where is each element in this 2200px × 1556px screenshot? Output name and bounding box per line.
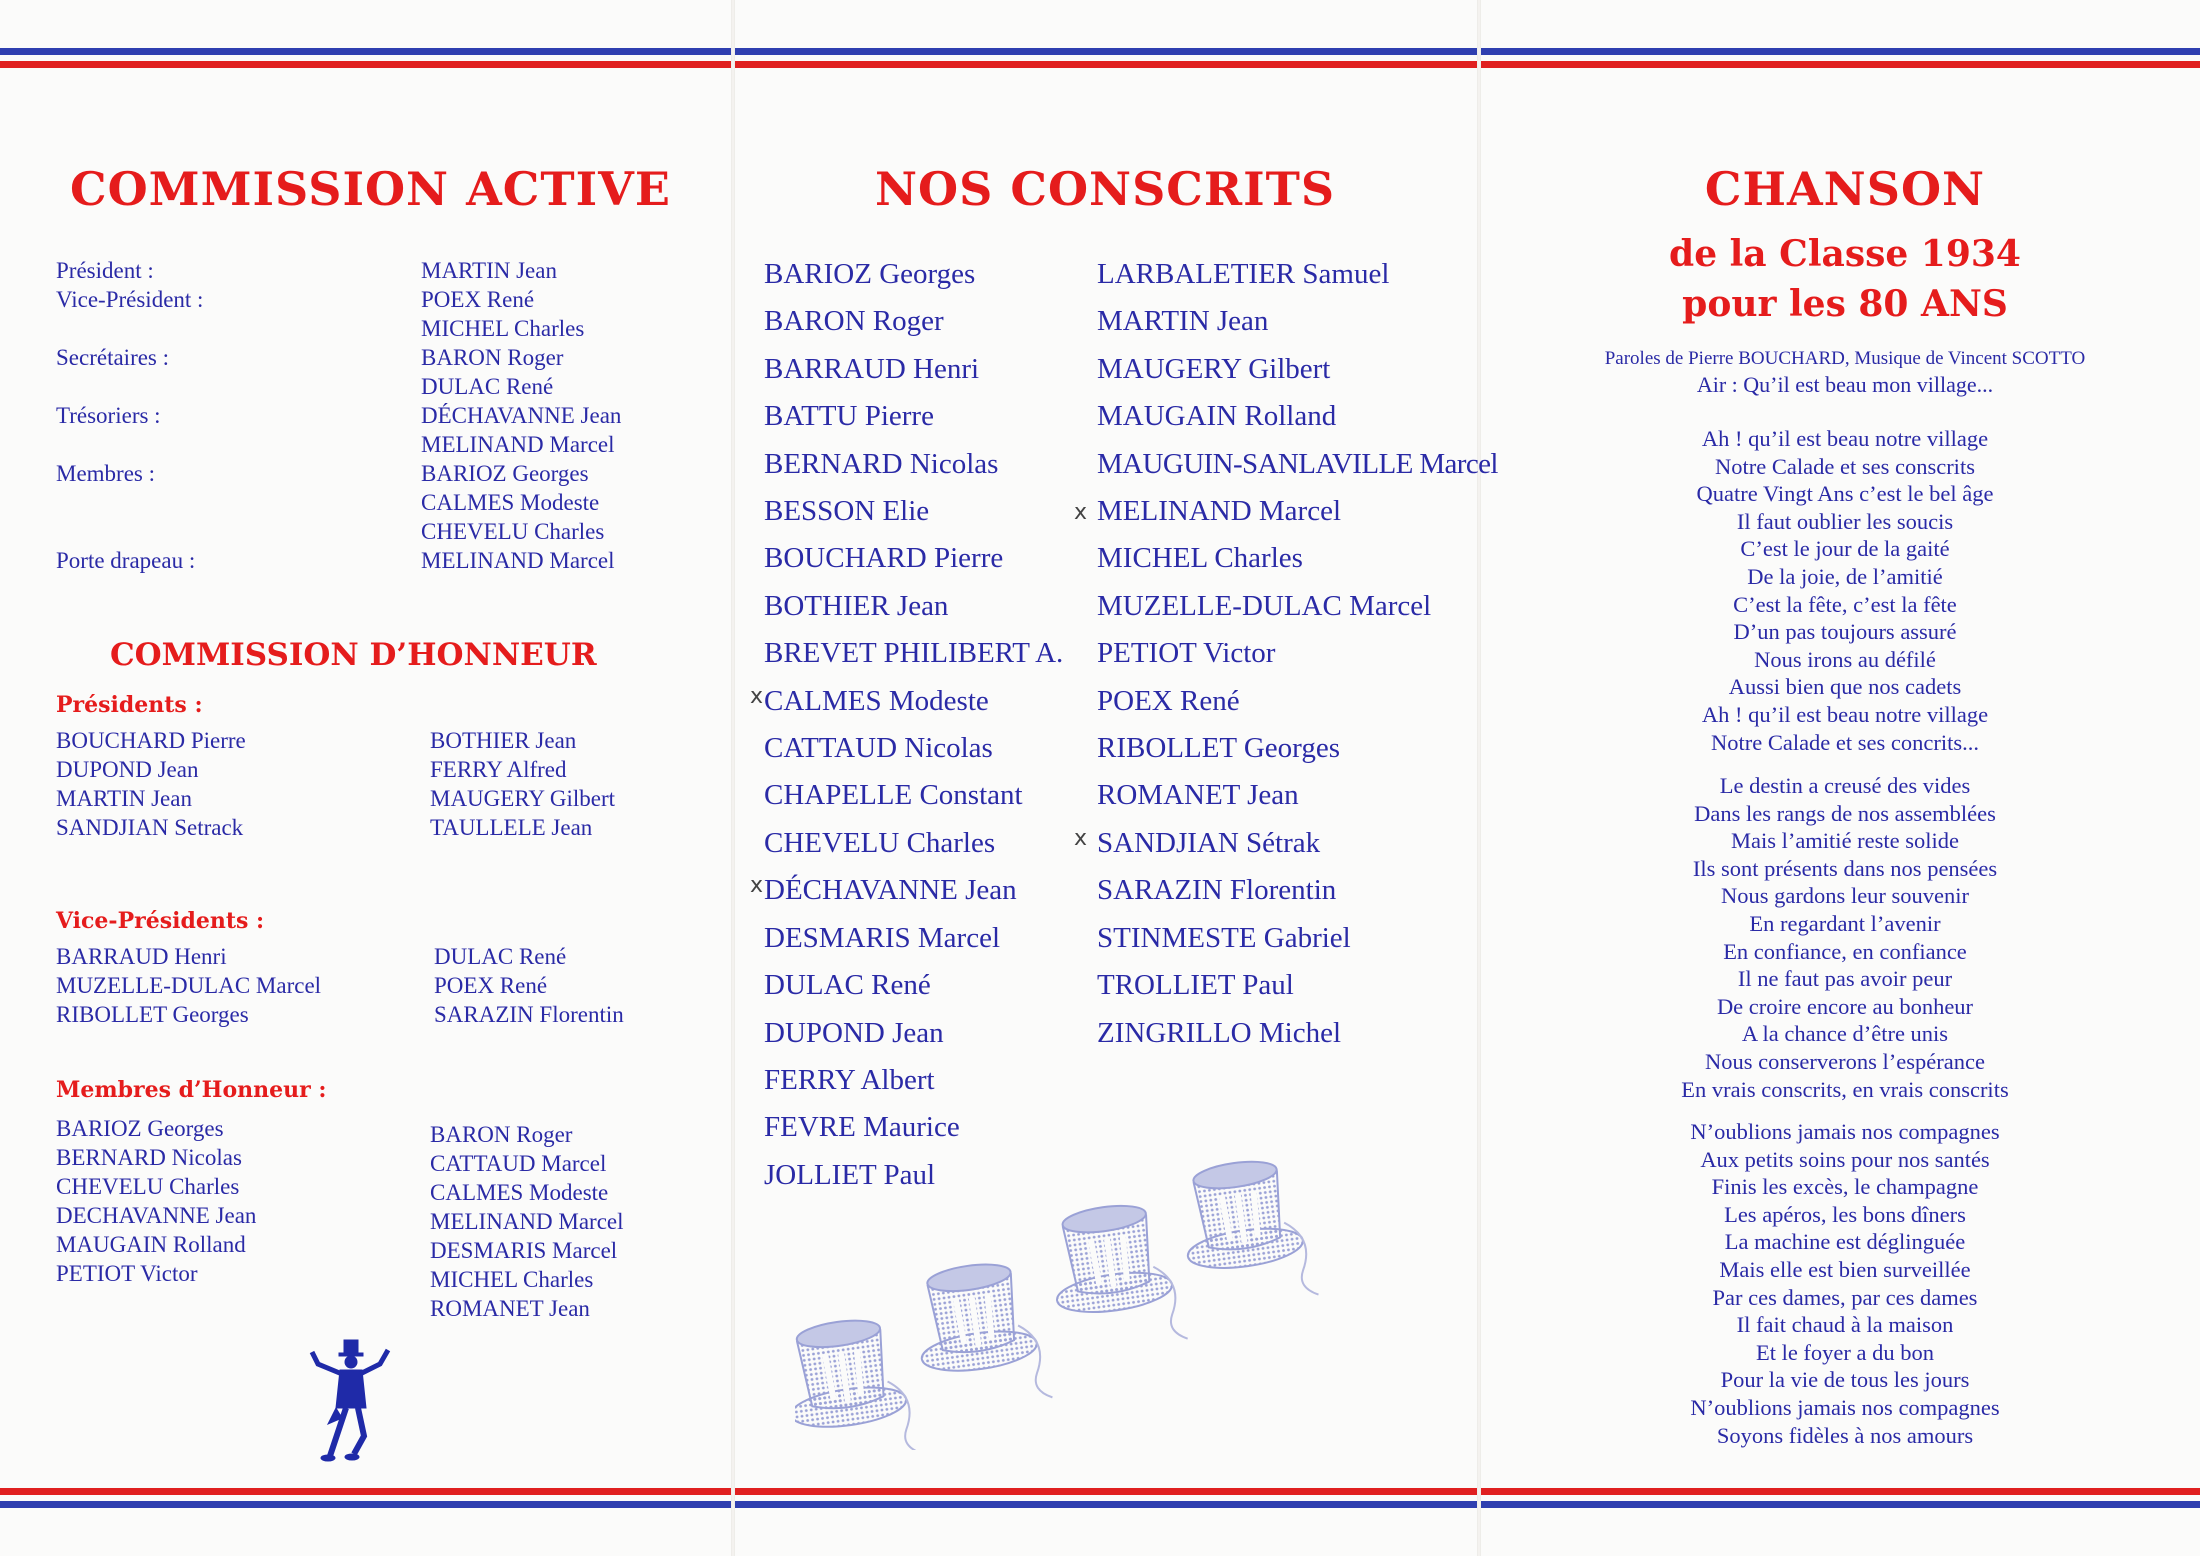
lyric-line: Le destin a creusé des vides bbox=[1719, 773, 1971, 798]
conscrit-name: ROMANET Jean bbox=[1097, 779, 1299, 812]
membres-honneur-col2 bbox=[430, 1120, 624, 1323]
conscrit-name: ZINGRILLO Michel bbox=[1097, 1016, 1342, 1049]
role-label bbox=[56, 488, 203, 517]
commission-active-title: COMMISSION ACTIVE bbox=[70, 162, 671, 216]
lyric-line: Finis les excès, le champagne bbox=[1711, 1174, 1979, 1200]
role-label bbox=[56, 430, 203, 459]
conscrit-name: CHEVELU Charles bbox=[764, 826, 996, 859]
lyric-line: En confiance, en confiance bbox=[1723, 938, 1967, 964]
conscrit-name: CHAPELLE Constant bbox=[764, 779, 1023, 812]
member-name: BOTHIER Jean bbox=[430, 728, 577, 753]
role-label: Secrétaires : bbox=[56, 345, 170, 370]
conscrit-name: PETIOT Victor bbox=[1097, 637, 1276, 670]
lyric-line: En vrais conscrits, en vrais conscrits bbox=[1681, 1076, 2009, 1102]
lyric-line: En regardant l’avenir bbox=[1749, 910, 1941, 936]
presidents-col1 bbox=[56, 726, 246, 842]
conscrit-name: CALMES Modeste bbox=[764, 684, 989, 717]
panel-commissions bbox=[0, 0, 731, 1556]
lyric-line: Il fait chaud à la maison bbox=[1736, 1312, 1954, 1338]
member-name: CATTAUD Marcel bbox=[430, 1151, 607, 1176]
vice-presidents-col2 bbox=[434, 942, 624, 1029]
member-name: TAULLELE Jean bbox=[430, 815, 593, 840]
lyric-line: Aussi bien que nos cadets bbox=[1728, 674, 1962, 700]
role-label bbox=[56, 517, 203, 546]
member-name: RIBOLLET Georges bbox=[56, 1002, 249, 1027]
conscrits-title: NOS CONSCRITS bbox=[875, 162, 1336, 216]
lyric-line: Notre Calade et ses conscrits bbox=[1715, 453, 1975, 479]
lyric-line: A la chance d’être unis bbox=[1741, 1021, 1949, 1047]
chanson-subtitle-1: de la Classe 1934 bbox=[1669, 233, 2021, 275]
conscrit-name: MICHEL Charles bbox=[1097, 542, 1303, 575]
member-name: MARTIN Jean bbox=[421, 258, 557, 283]
conscrit-name: FEVRE Maurice bbox=[764, 1111, 960, 1144]
member-name: FERRY Alfred bbox=[430, 757, 567, 782]
member-name: DULAC René bbox=[434, 944, 567, 969]
lyric-line: Pour la vie de tous les jours bbox=[1720, 1367, 1970, 1393]
vice-presidents-heading: Vice-Présidents : bbox=[56, 908, 265, 934]
lyric-line: Soyons fidèles à nos amours bbox=[1716, 1422, 1974, 1448]
member-name: CHEVELU Charles bbox=[56, 1174, 240, 1199]
role-label: Président : bbox=[56, 258, 154, 283]
member-name: DÉCHAVANNE Jean bbox=[421, 403, 622, 428]
lyric-line: C’est le jour de la gaité bbox=[1740, 536, 1950, 562]
lyric-line: Aux petits soins pour nos santés bbox=[1700, 1146, 1990, 1172]
member-name: DESMARIS Marcel bbox=[430, 1238, 618, 1263]
lyric-line: Quatre Vingt Ans c’est le bel âge bbox=[1696, 481, 1994, 507]
conscrit-name: BATTU Pierre bbox=[764, 400, 934, 433]
chanson-verse-2 bbox=[1560, 772, 2130, 1103]
lyric-line: Ah ! qu’il est beau notre village bbox=[1701, 426, 1989, 451]
commission-honneur-title: COMMISSION D’HONNEUR bbox=[110, 637, 597, 673]
conscrit-name: FERRY Albert bbox=[764, 1063, 935, 1096]
lyric-line: Il ne faut pas avoir peur bbox=[1737, 966, 1953, 992]
member-name: ROMANET Jean bbox=[430, 1296, 590, 1321]
conscrit-name: BARIOZ Georges bbox=[764, 258, 976, 290]
vice-presidents-col1 bbox=[56, 942, 321, 1029]
member-name: MAUGERY Gilbert bbox=[430, 786, 616, 811]
conscrit-name: RIBOLLET Georges bbox=[1097, 732, 1340, 765]
presidents-heading: Présidents : bbox=[56, 692, 203, 718]
lyric-line: Ah ! qu’il est beau notre village bbox=[1701, 701, 1989, 727]
conscrit-name: LARBALETIER Samuel bbox=[1097, 258, 1390, 290]
membres-honneur-col1 bbox=[56, 1114, 256, 1288]
chanson-credits: Paroles de Pierre BOUCHARD, Musique de Vincent SCOTTO bbox=[1604, 348, 2086, 369]
conscrit-name: TROLLIET Paul bbox=[1097, 969, 1294, 1002]
lyric-line: D’un pas toujours assuré bbox=[1733, 619, 1957, 645]
handwritten-mark: x bbox=[750, 684, 764, 709]
conscrit-name: CATTAUD Nicolas bbox=[764, 732, 993, 765]
conscrit-name: DESMARIS Marcel bbox=[764, 921, 1001, 954]
lyric-line: N’oublions jamais nos compagnes bbox=[1690, 1119, 2000, 1144]
chanson-verse-1 bbox=[1560, 425, 2130, 756]
lyric-line: De la joie, de l’amitié bbox=[1747, 563, 1943, 589]
member-name: BARIOZ Georges bbox=[56, 1116, 224, 1141]
member-name: BARRAUD Henri bbox=[56, 944, 227, 969]
conscrit-name: BOTHIER Jean bbox=[764, 589, 949, 622]
member-name: CALMES Modeste bbox=[421, 490, 600, 515]
member-name: PETIOT Victor bbox=[56, 1261, 198, 1286]
conscrit-name: MAUGERY Gilbert bbox=[1097, 352, 1331, 385]
member-name: MELINAND Marcel bbox=[430, 1209, 624, 1234]
conscrit-name: SARAZIN Florentin bbox=[1097, 874, 1337, 907]
member-name: MICHEL Charles bbox=[430, 1267, 594, 1292]
member-name: DULAC René bbox=[421, 374, 554, 399]
lyric-line: De croire encore au bonheur bbox=[1716, 993, 1974, 1019]
member-name: MICHEL Charles bbox=[421, 316, 585, 341]
lyric-line: La machine est déglinguée bbox=[1724, 1229, 1966, 1255]
lyric-line: Mais elle est bien surveillée bbox=[1719, 1256, 1971, 1282]
lyric-line: Notre Calade et ses concrits... bbox=[1710, 729, 1980, 755]
member-name: POEX René bbox=[434, 973, 548, 998]
chanson-credits-block bbox=[1560, 347, 2130, 398]
chanson-subtitle-2: pour les 80 ANS bbox=[1682, 283, 2008, 325]
conscrit-name: MUZELLE-DULAC Marcel bbox=[1097, 589, 1432, 622]
member-name: MELINAND Marcel bbox=[421, 548, 615, 573]
top-hat-icon bbox=[795, 1313, 922, 1450]
lyric-line: Ils sont présents dans nos pensées bbox=[1692, 855, 1998, 881]
member-name: MELINAND Marcel bbox=[421, 432, 615, 457]
conscrit-name: MARTIN Jean bbox=[1097, 305, 1269, 338]
member-name: DUPOND Jean bbox=[56, 757, 199, 782]
member-name: BERNARD Nicolas bbox=[56, 1145, 242, 1170]
conscrit-name: BOUCHARD Pierre bbox=[764, 542, 1004, 575]
member-name: BARIOZ Georges bbox=[421, 461, 589, 486]
role-label: Vice-Président : bbox=[56, 287, 204, 312]
conscrit-name: POEX René bbox=[1097, 684, 1240, 717]
conscrit-name: BERNARD Nicolas bbox=[764, 447, 999, 480]
lyric-line: Par ces dames, par ces dames bbox=[1712, 1284, 1978, 1310]
conscrit-name: MAUGUIN-SANLAVILLE Marcel bbox=[1097, 447, 1498, 480]
role-label bbox=[56, 372, 203, 401]
commission-active-roles bbox=[56, 256, 203, 575]
role-label bbox=[56, 314, 203, 343]
presidents-col2 bbox=[430, 726, 615, 842]
top-hat-icon bbox=[910, 1257, 1053, 1415]
member-name: SANDJIAN Setrack bbox=[56, 815, 244, 840]
lyric-line: Nous irons au défilé bbox=[1754, 646, 1936, 672]
conscrit-name: MELINAND Marcel bbox=[1097, 495, 1342, 528]
dancing-conscrit-icon bbox=[306, 1338, 394, 1464]
member-name: BOUCHARD Pierre bbox=[56, 728, 246, 753]
member-name: DECHAVANNE Jean bbox=[56, 1203, 257, 1228]
member-name: MARTIN Jean bbox=[56, 786, 192, 811]
lyric-line: N’oublions jamais nos compagnes bbox=[1690, 1394, 2000, 1420]
conscrits-col2 bbox=[1097, 251, 1498, 1057]
conscrit-name: BREVET PHILIBERT A. bbox=[764, 637, 1064, 670]
conscrit-name: STINMESTE Gabriel bbox=[1097, 921, 1351, 954]
member-name: MUZELLE-DULAC Marcel bbox=[56, 973, 322, 998]
conscrit-name: BESSON Elie bbox=[764, 495, 930, 528]
lyric-line: Et le foyer a du bon bbox=[1755, 1339, 1935, 1365]
member-name: MAUGAIN Rolland bbox=[56, 1232, 246, 1257]
lyric-line: Nous gardons leur souvenir bbox=[1720, 883, 1970, 909]
conscrits-col1 bbox=[764, 251, 1063, 1199]
lyric-line: Dans les rangs de nos assemblées bbox=[1694, 800, 1996, 826]
conscrit-name: SANDJIAN Sétrak bbox=[1097, 826, 1321, 859]
member-name: BARON Roger bbox=[430, 1122, 573, 1147]
membres-honneur-heading: Membres d’Honneur : bbox=[56, 1077, 327, 1103]
member-name: POEX René bbox=[421, 287, 535, 312]
top-hat-icon bbox=[1176, 1154, 1319, 1312]
top-hat-icon bbox=[1045, 1198, 1188, 1356]
conscrit-name: BARRAUD Henri bbox=[764, 352, 980, 385]
commission-active-names bbox=[421, 256, 621, 575]
conscrit-name: DULAC René bbox=[764, 969, 931, 1002]
member-name: CALMES Modeste bbox=[430, 1180, 609, 1205]
lyric-line: Mais l’amitié reste solide bbox=[1730, 828, 1960, 854]
role-label: Membres : bbox=[56, 461, 156, 486]
handwritten-mark: x bbox=[750, 873, 764, 898]
member-name: SARAZIN Florentin bbox=[434, 1002, 624, 1027]
panel-conscrits bbox=[735, 0, 1498, 1556]
role-label: Porte drapeau : bbox=[56, 548, 196, 573]
lyric-line: Nous conserverons l’espérance bbox=[1705, 1048, 1985, 1074]
member-name: BARON Roger bbox=[421, 345, 564, 370]
chanson-title: CHANSON bbox=[1704, 162, 1986, 216]
lyric-line: Il faut oublier les soucis bbox=[1736, 508, 1954, 534]
top-hats-decoration bbox=[795, 1150, 1355, 1450]
lyric-line: Les apéros, les bons dîners bbox=[1724, 1201, 1966, 1227]
conscrit-name: DÉCHAVANNE Jean bbox=[764, 874, 1017, 907]
chanson-air: Air : Qu’il est beau mon village... bbox=[1696, 372, 1994, 397]
role-label: Trésoriers : bbox=[56, 403, 161, 428]
handwritten-mark: x bbox=[1074, 500, 1088, 525]
chanson-verse-3 bbox=[1560, 1118, 2130, 1449]
conscrit-name: MAUGAIN Rolland bbox=[1097, 400, 1337, 433]
conscrit-name: DUPOND Jean bbox=[764, 1016, 944, 1049]
member-name: CHEVELU Charles bbox=[421, 519, 605, 544]
lyric-line: C’est la fête, c’est la fête bbox=[1733, 591, 1957, 617]
conscrit-name: BARON Roger bbox=[764, 305, 944, 338]
handwritten-mark: x bbox=[1074, 826, 1088, 851]
conscrit-name: JOLLIET Paul bbox=[764, 1158, 936, 1191]
